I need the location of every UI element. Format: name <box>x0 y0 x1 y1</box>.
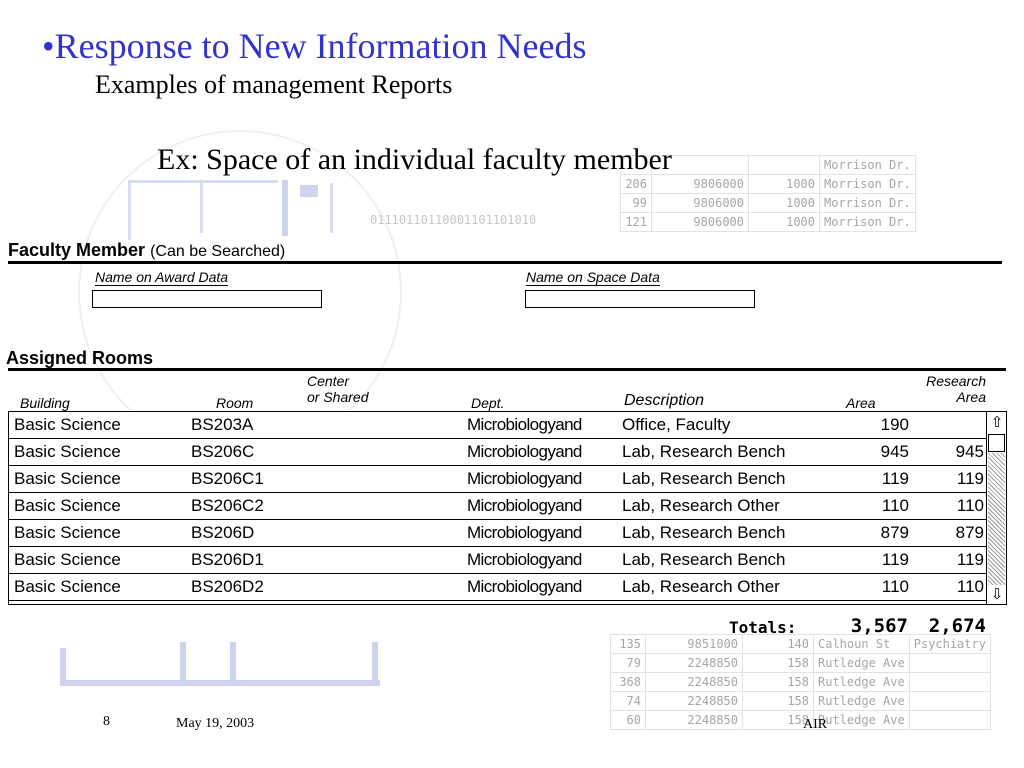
rooms-scrollbar[interactable] <box>986 412 1006 604</box>
column-header-description: Description <box>624 392 705 409</box>
cell-area: 190 <box>880 415 909 434</box>
cell-dept: Microbiologyand <box>467 523 582 542</box>
background-plan-block <box>300 185 318 197</box>
column-header-research-line2: Area <box>956 389 986 405</box>
background-plan-block <box>282 180 288 236</box>
rooms-section-rule <box>8 368 1006 371</box>
cell-description: Lab, Research Bench <box>622 523 786 542</box>
column-header-research-line1: Research <box>926 373 986 389</box>
cell-description: Office, Faculty <box>622 415 731 434</box>
scroll-thumb[interactable] <box>988 434 1005 452</box>
cell-building: Basic Science <box>14 415 121 434</box>
cell-building: Basic Science <box>14 442 121 461</box>
column-header-dept: Dept. <box>471 395 505 411</box>
cell-area: 119 <box>881 469 909 488</box>
table-row[interactable] <box>9 412 986 439</box>
cell-dept: Microbiologyand <box>467 415 582 434</box>
column-header-research-area <box>914 373 986 405</box>
cell-dept: Microbiologyand <box>467 496 582 515</box>
footer-org: AIR <box>803 717 828 732</box>
table-row[interactable] <box>9 574 986 601</box>
background-table-bottom: 135 9851000 140 Calhoun St Psychiatry 79 2248850 158 Rutledge Ave 368 2248850 158 Rutledge Ave 74 2248850 158 Rutledge Ave 60 2248850 158 Rutledge Ave <box>610 634 991 730</box>
scroll-track[interactable] <box>988 453 1005 585</box>
table-row[interactable] <box>9 520 986 547</box>
cell-area: 879 <box>880 523 909 542</box>
cell-description: Lab, Research Other <box>622 496 780 515</box>
cell-description: Lab, Research Bench <box>622 550 786 569</box>
cell-description: Lab, Research Bench <box>622 442 786 461</box>
cell-building: Basic Science <box>14 496 121 515</box>
column-header-center <box>307 373 368 405</box>
cell-building: Basic Science <box>14 523 121 542</box>
cell-room: BS206D <box>191 523 255 542</box>
footer-date: May 19, 2003 <box>176 716 255 731</box>
faculty-section-rule <box>8 261 1002 264</box>
cell-room: BS203A <box>191 415 254 434</box>
space-name-field[interactable] <box>525 290 755 308</box>
table-row[interactable] <box>9 439 986 466</box>
cell-research-area: 110 <box>956 496 984 515</box>
table-row[interactable] <box>9 493 986 520</box>
assigned-rooms-heading: Assigned Rooms <box>6 348 154 368</box>
cell-dept: Microbiologyand <box>467 442 582 461</box>
background-plan-block <box>60 648 66 684</box>
scroll-down-arrow-icon[interactable]: ⇩ <box>990 585 1004 603</box>
cell-dept: Microbiologyand <box>467 550 582 569</box>
cell-room: BS206D2 <box>191 577 264 596</box>
background-plan-line <box>128 180 278 183</box>
table-row[interactable] <box>9 466 986 493</box>
cell-building: Basic Science <box>14 577 121 596</box>
background-binary-text: 01110110110001101101010 <box>370 213 537 227</box>
award-name-label: Name on Award Data <box>95 269 229 285</box>
cell-room: BS206D1 <box>191 550 264 569</box>
background-plan-block <box>60 680 380 686</box>
background-plan-line <box>200 183 203 233</box>
faculty-member-title: Faculty Member <box>8 240 146 260</box>
background-plan-line <box>128 180 131 240</box>
totals-label: Totals: <box>729 618 797 637</box>
award-name-field[interactable] <box>92 290 322 308</box>
cell-research-area: 945 <box>955 442 984 461</box>
cell-description: Lab, Research Other <box>622 577 780 596</box>
cell-area: 110 <box>881 577 909 596</box>
cell-dept: Microbiologyand <box>467 469 582 488</box>
background-plan-line <box>330 183 333 233</box>
column-header-area: Area <box>846 395 876 411</box>
background-plan-block <box>180 642 186 682</box>
background-plan-block <box>230 642 236 682</box>
cell-area: 119 <box>881 550 909 569</box>
total-research-area: 2,674 <box>928 615 986 637</box>
cell-research-area: 119 <box>956 550 984 569</box>
faculty-member-heading <box>8 240 285 261</box>
scroll-up-arrow-icon[interactable]: ⇧ <box>990 413 1004 431</box>
total-area: 3,567 <box>850 615 908 637</box>
cell-building: Basic Science <box>14 469 121 488</box>
slide-subtitle: Examples of management Reports <box>95 70 453 99</box>
slide-title: •Response to New Information Needs <box>42 26 587 66</box>
cell-research-area: 879 <box>955 523 984 542</box>
page-number: 8 <box>103 714 110 729</box>
assigned-rooms-grid <box>8 411 1007 605</box>
cell-area: 110 <box>881 496 909 515</box>
cell-research-area: 119 <box>956 469 984 488</box>
cell-research-area: 110 <box>956 577 984 596</box>
cell-room: BS206C2 <box>191 496 264 515</box>
column-header-center-line1: Center <box>307 373 350 389</box>
example-caption: Ex: Space of an individual faculty member <box>157 143 672 176</box>
cell-room: BS206C <box>191 442 255 461</box>
cell-area: 945 <box>880 442 909 461</box>
cell-description: Lab, Research Bench <box>622 469 786 488</box>
faculty-member-note: (Can be Searched) <box>150 243 286 260</box>
background-plan-block <box>372 642 378 684</box>
column-header-center-line2: or Shared <box>307 389 369 405</box>
cell-building: Basic Science <box>14 550 121 569</box>
cell-dept: Microbiologyand <box>467 577 582 596</box>
column-header-building: Building <box>20 395 70 411</box>
space-name-label: Name on Space Data <box>526 269 660 285</box>
table-row[interactable] <box>9 547 986 574</box>
column-header-room: Room <box>216 395 254 411</box>
background-table-top: Morrison Dr. 206 9806000 1000 Morrison Dr. 99 9806000 1000 Morrison Dr. 121 9806000 1000 Morrison Dr. <box>620 155 916 232</box>
cell-room: BS206C1 <box>191 469 264 488</box>
